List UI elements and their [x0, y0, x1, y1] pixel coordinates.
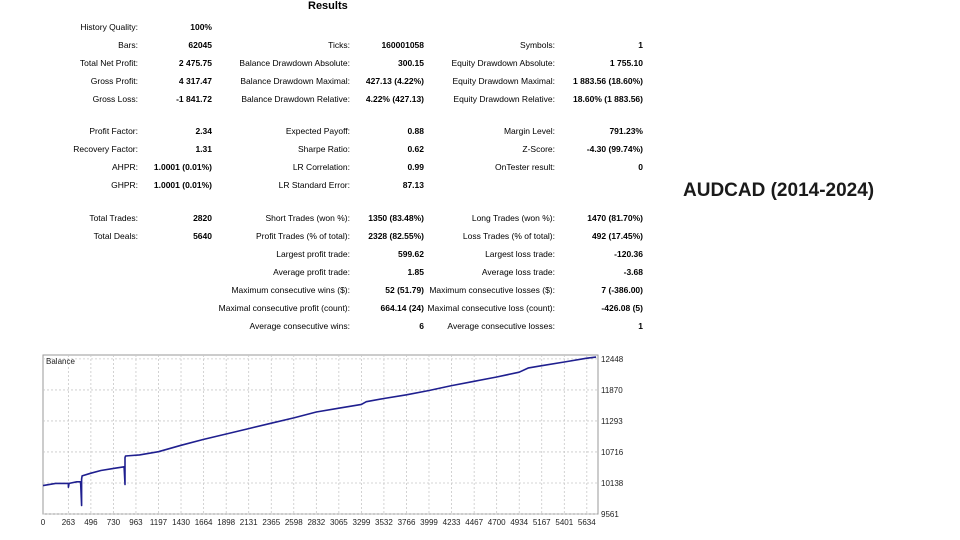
col2-value: 160001058	[381, 40, 424, 50]
col1-value: 1.31	[195, 144, 212, 154]
col2-value: 4.22% (427.13)	[365, 94, 424, 104]
y-tick-label: 10716	[601, 447, 624, 457]
x-tick-label: 5401	[555, 518, 574, 527]
x-tick-label: 3532	[375, 518, 393, 527]
col1-value: 5640	[193, 231, 212, 241]
col2-label: Short Trades (won %):	[265, 213, 350, 223]
x-tick-label: 3766	[397, 518, 416, 527]
col2-value: 52 (51.79)	[385, 285, 424, 295]
col1-label: Bars:	[118, 40, 138, 50]
x-tick-label: 3999	[420, 518, 438, 527]
col2-label: Profit Trades (% of total):	[255, 231, 350, 241]
col2-value: 1350 (83.48%)	[368, 213, 424, 223]
col2-value: 300.15	[398, 58, 424, 68]
col3-value: -4.30 (99.74%)	[586, 144, 643, 154]
col1-label: Profit Factor:	[89, 126, 138, 136]
col2-label: Balance Drawdown Absolute:	[239, 58, 350, 68]
y-tick-label: 9561	[601, 510, 619, 519]
col2-label: LR Standard Error:	[278, 180, 350, 190]
col1-label: Total Trades:	[89, 213, 138, 223]
col3-label: Loss Trades (% of total):	[462, 231, 555, 241]
col3-label: Largest loss trade:	[485, 249, 555, 259]
col2-label: Balance Drawdown Maximal:	[240, 76, 350, 86]
col3-value: 791.23%	[609, 126, 643, 136]
plot-frame	[43, 355, 598, 514]
x-tick-label: 5634	[577, 518, 596, 527]
x-tick-label: 2832	[307, 518, 326, 527]
x-tick-label: 4233	[442, 518, 461, 527]
col1-label: AHPR:	[112, 162, 138, 172]
col1-label: Total Deals:	[93, 231, 138, 241]
y-tick-label: 12448	[601, 354, 624, 364]
col2-value: 87.13	[402, 180, 424, 190]
col3-label: Equity Drawdown Maximal:	[452, 76, 555, 86]
col3-label: Z-Score:	[522, 144, 555, 154]
col1-value: 2.34	[195, 126, 212, 136]
x-tick-label: 0	[40, 518, 46, 527]
col2-label: Balance Drawdown Relative:	[241, 94, 350, 104]
col1-value: 1.0001 (0.01%)	[153, 180, 212, 190]
chart-legend: Balance	[46, 357, 75, 366]
col2-value: 599.62	[398, 249, 424, 259]
col3-label: Average consecutive losses:	[447, 321, 555, 331]
results-title: Results	[308, 0, 348, 12]
col1-value: 1.0001 (0.01%)	[153, 162, 212, 172]
col2-label: Average profit trade:	[273, 267, 350, 277]
x-tick-label: 4934	[510, 518, 529, 527]
x-tick-label: 2365	[262, 518, 281, 527]
col2-value: 0.62	[407, 144, 424, 154]
col1-label: History Quality:	[80, 22, 138, 32]
col3-value: 1 755.10	[609, 58, 643, 68]
balance-chart	[40, 354, 624, 529]
side-title: AUDCAD (2014-2024)	[683, 180, 875, 201]
col3-value: 492 (17.45%)	[591, 231, 643, 241]
col3-label: Maximum consecutive losses ($):	[429, 285, 555, 295]
col3-label: Equity Drawdown Absolute:	[451, 58, 555, 68]
col3-value: 0	[638, 162, 643, 172]
col2-value: 1.85	[407, 267, 424, 277]
col3-value: 18.60% (1 883.56)	[573, 94, 643, 104]
x-tick-label: 3299	[352, 518, 371, 527]
col2-label: Maximum consecutive wins ($):	[231, 285, 350, 295]
y-tick-label: 11293	[601, 416, 623, 426]
col3-value: 1	[638, 40, 643, 50]
col3-value: -120.36	[614, 249, 643, 259]
x-tick-label: 3065	[329, 518, 348, 527]
col1-value: 100%	[190, 22, 212, 32]
col3-label: Average loss trade:	[481, 267, 555, 277]
y-tick-label: 10138	[601, 478, 624, 488]
x-tick-label: 496	[84, 518, 98, 527]
x-tick-label: 2598	[284, 518, 303, 527]
col3-value: 7 (-386.00)	[601, 285, 643, 295]
col2-value: 427.13 (4.22%)	[365, 76, 424, 86]
col2-label: Largest profit trade:	[276, 249, 350, 259]
col1-value: -1 841.72	[176, 94, 212, 104]
col1-label: Recovery Factor:	[73, 144, 138, 154]
col1-label: Gross Loss:	[92, 94, 138, 104]
x-tick-label: 4700	[487, 518, 506, 527]
col1-label: Gross Profit:	[90, 76, 138, 86]
x-tick-label: 4467	[465, 518, 484, 527]
col3-value: -3.68	[623, 267, 643, 277]
col2-label: Average consecutive wins:	[249, 321, 350, 331]
y-tick-label: 11870	[601, 385, 623, 395]
x-tick-label: 1197	[149, 518, 168, 527]
col3-label: Symbols:	[520, 40, 555, 50]
col2-value: 0.99	[407, 162, 424, 172]
x-tick-label: 963	[129, 518, 143, 527]
col1-label: Total Net Profit:	[79, 58, 138, 68]
x-tick-label: 5167	[532, 518, 551, 527]
col3-label: Equity Drawdown Relative:	[453, 94, 555, 104]
col3-label: Long Trades (won %):	[471, 213, 555, 223]
col2-label: LR Correlation:	[292, 162, 350, 172]
x-tick-label: 2131	[239, 518, 258, 527]
x-tick-label: 730	[106, 518, 121, 527]
col2-label: Expected Payoff:	[285, 126, 350, 136]
col3-label: Margin Level:	[503, 126, 555, 136]
x-tick-label: 1898	[217, 518, 236, 527]
col3-value: 1 883.56 (18.60%)	[573, 76, 643, 86]
col1-label: GHPR:	[111, 180, 138, 190]
col2-label: Maximal consecutive profit (count):	[218, 303, 350, 313]
x-tick-label: 263	[61, 518, 76, 527]
col2-label: Sharpe Ratio:	[298, 144, 350, 154]
col2-value: 664.14 (24)	[380, 303, 424, 313]
x-tick-label: 1664	[194, 518, 213, 527]
col2-value: 6	[419, 321, 424, 331]
col3-value: 1	[638, 321, 643, 331]
col2-label: Ticks:	[328, 40, 350, 50]
col2-value: 0.88	[407, 126, 424, 136]
col3-label: Maximal consecutive loss (count):	[427, 303, 555, 313]
col3-label: OnTester result:	[495, 162, 555, 172]
col1-value: 2820	[193, 213, 212, 223]
x-tick-label: 1430	[172, 518, 190, 527]
col3-value: -426.08 (5)	[601, 303, 643, 313]
col1-value: 2 475.75	[178, 58, 212, 68]
col1-value: 62045	[188, 40, 212, 50]
col3-value: 1470 (81.70%)	[587, 213, 643, 223]
col1-value: 4 317.47	[178, 76, 212, 86]
col2-value: 2328 (82.55%)	[368, 231, 424, 241]
